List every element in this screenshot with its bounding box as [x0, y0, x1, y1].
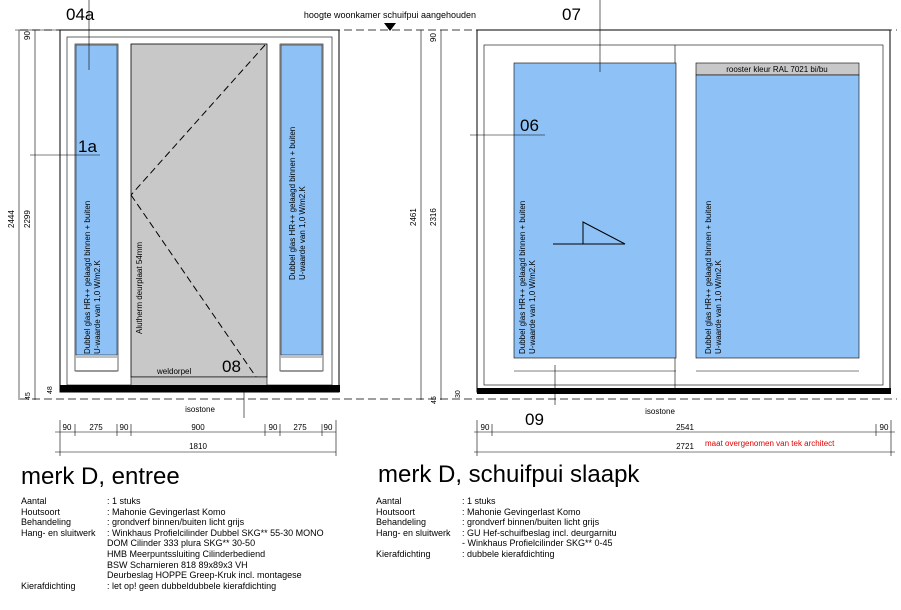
spec-row	[21, 549, 324, 560]
mark-1a: 1a	[78, 137, 97, 156]
dim-left-total: 2444	[7, 210, 16, 228]
dim-right-h-1: 90	[480, 423, 490, 432]
spec-row	[21, 560, 324, 571]
spec-value: : let op! geen dubbeldubbele kierafdichting	[107, 580, 277, 591]
floor-slab-left	[60, 385, 340, 392]
mark-07: 07	[562, 5, 581, 24]
glass-label-sash-right-1: Dubbel glas HR++ gelaagd binnen + buiten	[704, 200, 713, 354]
dim-right-h-2: 2541	[676, 423, 694, 432]
mark-04a: 04a	[66, 5, 95, 24]
spec-key: Behandeling	[376, 517, 427, 528]
weldorpel-sill	[131, 377, 267, 386]
dim-left-total-width: 1810	[189, 442, 207, 451]
mark-09: 09	[525, 410, 544, 429]
glass-label-left-2: U-waarde van 1,0 W/m2.K	[93, 260, 102, 354]
right-unit	[409, 0, 895, 456]
spec-row	[21, 581, 324, 592]
spec-key: Hang- en sluitwerk	[376, 527, 451, 538]
spec-row	[376, 538, 617, 549]
glass-label-sash-left-1: Dubbel glas HR++ gelaagd binnen + buiten	[518, 200, 527, 354]
spec-key	[21, 560, 107, 571]
spec-value: : GU Hef-schuifbeslag incl. deurgarnitu	[462, 527, 617, 538]
dim-left-top: 90	[23, 31, 32, 40]
spec-key: Kierafdichting	[21, 580, 76, 591]
spec-row	[376, 528, 617, 539]
spec-key	[21, 570, 107, 581]
right-spec-table	[376, 496, 617, 560]
left-title: merk D, entree	[21, 463, 180, 490]
dim-right-total-width: 2721	[676, 442, 694, 451]
spec-key: Aantal	[376, 496, 402, 506]
dim-right-h-3: 90	[879, 423, 889, 432]
floor-label-right: isostone	[645, 407, 675, 416]
spec-key: Houtsoort	[376, 506, 416, 517]
mark-08: 08	[222, 357, 241, 376]
spec-row	[21, 496, 324, 507]
spec-key	[21, 549, 107, 560]
dim-left-h-1: 90	[62, 423, 72, 432]
door-panel	[131, 44, 267, 377]
glass-label-right-1: Dubbel glas HR++ gelaagd binnen + buiten	[288, 126, 297, 280]
vent-label: rooster kleur RAL 7021 bi/bu	[726, 65, 828, 74]
spec-value: : Mahonie Gevingerlast Komo	[107, 506, 226, 517]
spec-row	[21, 507, 324, 518]
dim-left-h-5: 90	[268, 423, 278, 432]
dim-left-h-2: 275	[89, 423, 103, 432]
dim-left-h-6: 275	[293, 423, 307, 432]
spec-value: Deurbeslag HOPPE Greep-Kruk incl. montagese	[107, 570, 302, 581]
dim-left-h-3: 90	[119, 423, 129, 432]
top-note: hoogte woonkamer schuifpui aangehouden	[303, 10, 477, 20]
left-spec-table	[21, 496, 324, 591]
spec-row	[21, 528, 324, 539]
spec-value: : 1 stuks	[462, 496, 496, 506]
dim-left-sill2: 45	[25, 392, 32, 400]
door-panel-label: Alutherm deurplaat 54mm	[135, 241, 144, 334]
glass-label-right-2: U-waarde van 1,0 W/m2.K	[298, 186, 307, 280]
spec-key: Aantal	[21, 496, 47, 506]
dim-right-inner: 2316	[429, 208, 438, 226]
architect-note: maat overgenomen van tek architect	[705, 439, 835, 448]
left-unit	[7, 0, 340, 456]
spec-key: Behandeling	[21, 517, 72, 528]
right-title: merk D, schuifpui slaapk	[378, 461, 640, 488]
spec-value: : grondverf binnen/buiten licht grijs	[107, 517, 245, 528]
spec-value: : 1 stuks	[107, 496, 141, 506]
spec-value: BSW Scharnieren 818 89x89x3 VH	[107, 559, 248, 570]
mark-06: 06	[520, 116, 539, 135]
spec-value: : Mahonie Gevingerlast Komo	[462, 506, 581, 517]
dim-left-h-7: 90	[323, 423, 333, 432]
dim-left-h-4: 900	[191, 423, 205, 432]
spec-value: - Winkhaus Profielcilinder SKG** 0-45	[462, 538, 613, 549]
dim-left-sill1: 48	[47, 386, 54, 394]
spec-value: : dubbele kierafdichting	[462, 548, 555, 559]
floor-slab-right	[477, 388, 891, 394]
spec-row	[376, 517, 617, 528]
dim-right-top: 90	[429, 33, 438, 42]
dim-right-total: 2461	[409, 208, 418, 226]
glass-label-sash-right-2: U-waarde van 1,0 W/m2.K	[714, 260, 723, 354]
sliding-glass-left	[514, 63, 676, 358]
spec-key	[376, 538, 462, 549]
spec-key	[21, 538, 107, 549]
dim-left-inner: 2299	[23, 210, 32, 228]
dim-right-sill2: 45	[431, 396, 438, 404]
spec-value: HMB Meerpuntssluiting Cilinderbediend	[107, 548, 266, 559]
sill-label: weldorpel	[157, 367, 192, 376]
dim-right-sill1: 30	[455, 390, 462, 398]
spec-value: DOM Cilinder 333 plura SKG** 30-50	[107, 538, 256, 549]
glass-label-left-1: Dubbel glas HR++ gelaagd binnen + buiten	[83, 200, 92, 354]
spec-row	[21, 538, 324, 549]
spec-key: Hang- en sluitwerk	[21, 527, 96, 538]
spec-value: : grondverf binnen/buiten licht grijs	[462, 517, 600, 528]
spec-key: Houtsoort	[21, 506, 61, 517]
spec-key: Kierafdichting	[376, 548, 431, 559]
glass-label-sash-left-2: U-waarde van 1,0 W/m2.K	[528, 260, 537, 354]
spec-row	[21, 517, 324, 528]
floor-label-left: isostone	[185, 405, 215, 414]
spec-row	[376, 507, 617, 518]
spec-row	[376, 549, 617, 560]
spec-value: : Winkhaus Profielcilinder Dubbel SKG** 55-30 MONO	[107, 527, 324, 538]
spec-row	[21, 570, 324, 581]
spec-row	[376, 496, 617, 507]
